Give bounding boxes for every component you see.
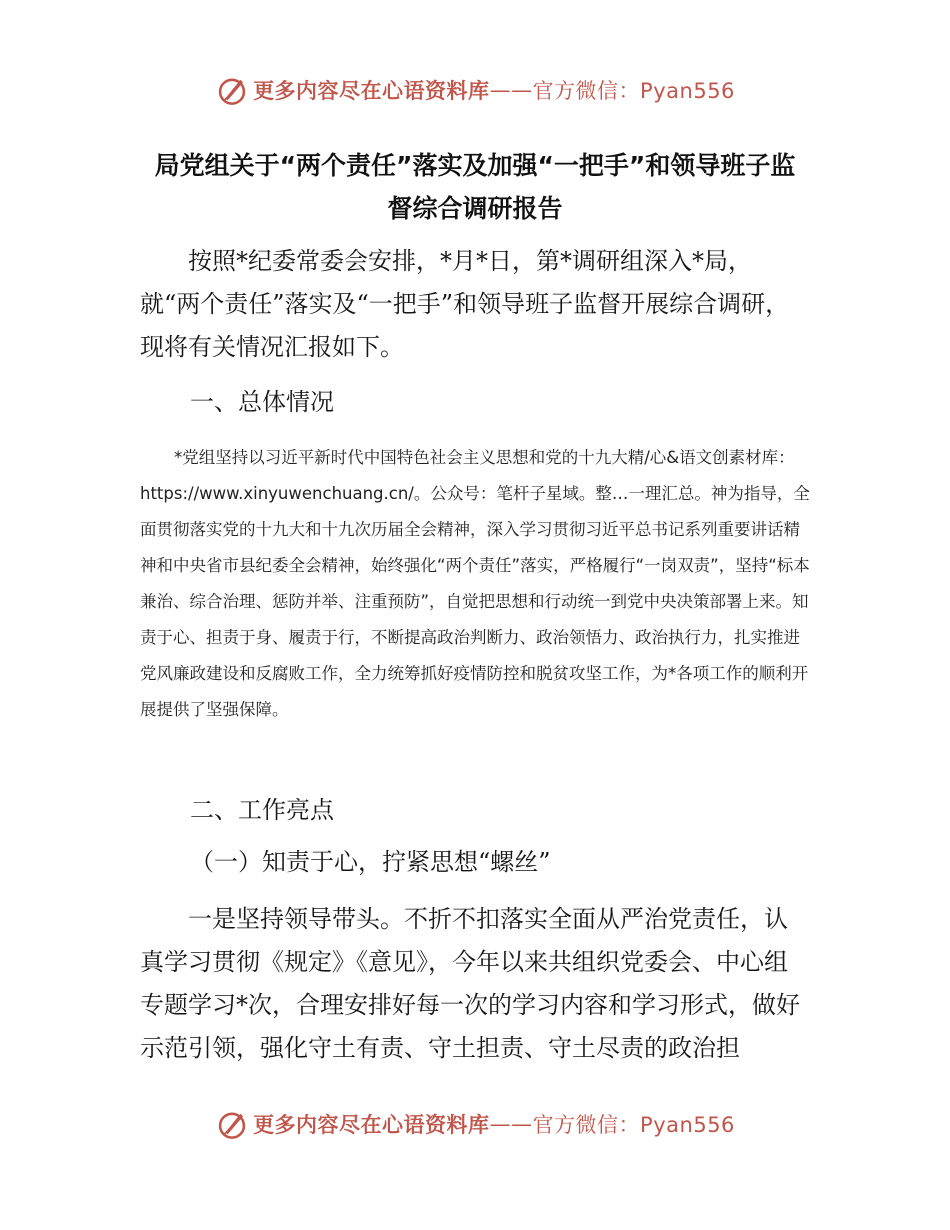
banner-wechat: 官方微信：Pyan556 <box>532 1113 735 1137</box>
subsection-heading-1: （一）知责于心，拧紧思想“螺丝” <box>190 848 551 876</box>
title-line-1: 局党组关于“两个责任”落实及加强“一把手”和领导班子监 <box>154 151 796 180</box>
intro-paragraph: 按照*纪委常委会安排，*月*日，第*调研组深入*局，就“两个责任”落实及“一把手”和领导班子监督开展综合调研，现将有关情况汇报如下。 <box>140 247 790 361</box>
section-heading-highlights: 二、工作亮点 <box>190 796 334 824</box>
subsection-1-paragraph: 一是坚持领导带头。不折不扣落实全面从严治党责任，认真学习贯彻《规定》《意见》，今年以来共组织党委会、中心组专题学习*次，合理安排好每一次的学习内容和学习形式，做好示范引领，强化守土有责、守土担责、守土尽责的政治担 <box>140 905 800 1062</box>
banner-brand: 更多内容尽在心语资料库 <box>253 1113 490 1137</box>
header-banner <box>0 68 950 112</box>
document-title <box>130 144 820 230</box>
banner-brand: 更多内容尽在心语资料库 <box>253 79 490 103</box>
banner-separator: —— <box>489 1112 533 1136</box>
title-line-2: 督综合调研报告 <box>387 194 563 223</box>
quill-pen-logo-icon <box>215 1107 249 1141</box>
overview-paragraph: *党组坚持以习近平新时代中国特色社会主义思想和党的十九大精/心&语文创素材库：https://www.xinyuwenchuang.cn/。公众号：笔杆子星域。整…一理汇总。神为指导，全面贯彻落实党的十九大和十九次历届全会精神，深入学习贯彻习近平总书记系列重要讲话精神和中央省市县纪委全会精神，始终强化“两个责任”落实，严格履行“一岗双责”，坚持“标本兼治、综合治理、惩防并举、注重预防”，自觉把思想和行动统一到党中央决策部署上来。知责于心、担责于身、履责于行，不断提高政治判断力、政治领悟力、政治执行力，扎实推进党风廉政建设和反腐败工作，全力统筹抓好疫情防控和脱贫攻坚工作，为*各项工作的顺利开展提供了坚强保障。 <box>140 448 810 719</box>
quill-pen-logo-icon <box>215 73 249 107</box>
banner-wechat: 官方微信：Pyan556 <box>532 79 735 103</box>
section-heading-overview: 一、总体情况 <box>190 388 334 416</box>
banner-separator: —— <box>489 78 533 102</box>
footer-banner <box>0 1102 950 1146</box>
